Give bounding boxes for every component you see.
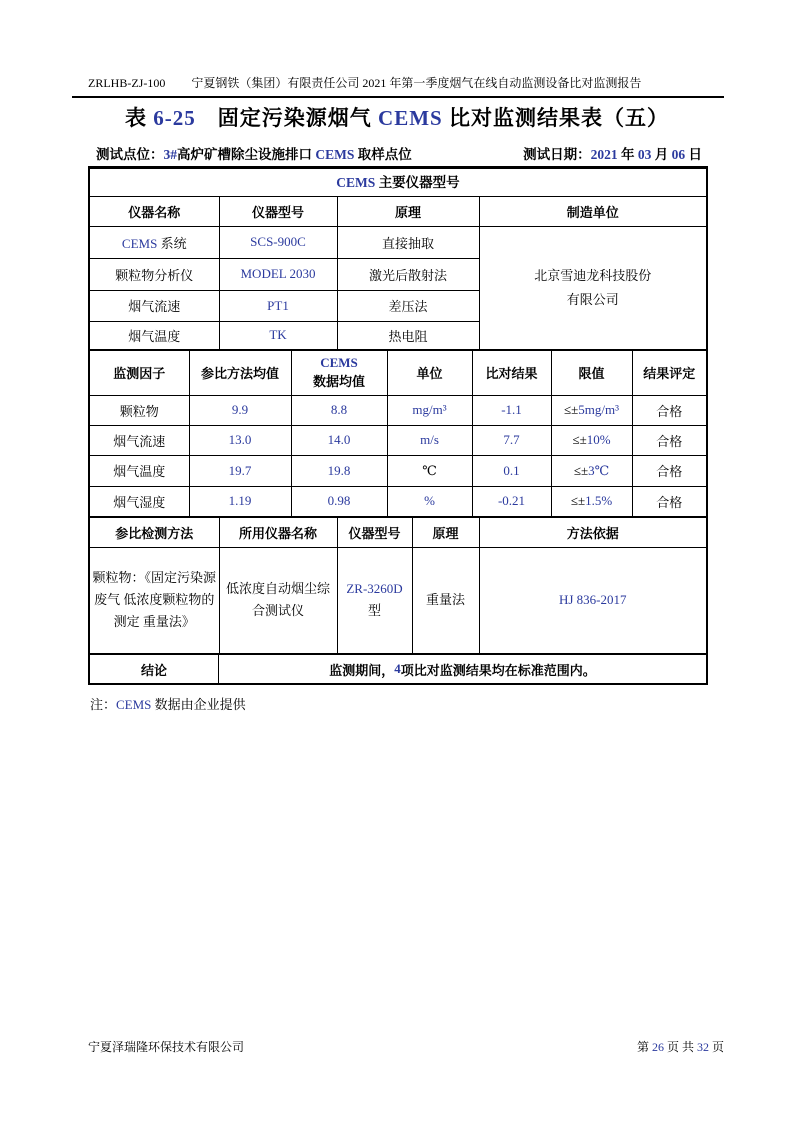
header-cell-principle: 原理 [337, 197, 479, 226]
principle-cell: 重量法 [412, 547, 479, 653]
comparison-row [90, 425, 706, 455]
header-cell-unit: 单位 [387, 350, 472, 395]
factor-cell: 颗粒物 [90, 395, 189, 425]
comparison-row [90, 455, 706, 486]
page-footer [88, 1038, 724, 1055]
conclusion-row [90, 653, 706, 683]
header-cell-reference-method: 参比检测方法 [115, 525, 194, 541]
limit-value: 3℃ [588, 462, 610, 478]
comparison-table [90, 349, 706, 516]
conclusion-part: 监测期间， [329, 662, 395, 678]
site-position [96, 143, 412, 163]
principle-cell: 激光后散射法 [337, 258, 479, 290]
test-date-sep: 日 [685, 147, 702, 162]
header-cems-line2: 数据均值 [312, 374, 365, 390]
header-cell-cems-average [291, 350, 387, 395]
test-date-month: 03 [637, 147, 652, 162]
doc-header-title: 宁夏钢铁（集团）有限责任公司 2021 年第一季度烟气在线自动监测设备比对监测报告 [191, 76, 642, 90]
instrument-model-cell: MODEL 2030 [219, 258, 337, 290]
instrument-row [90, 226, 706, 258]
conclusion-label: 结论 [90, 655, 219, 683]
footer-page-current: 26 [651, 1040, 664, 1054]
limit-cell [551, 395, 632, 425]
header-cell-manufacturer: 制造单位 [479, 197, 706, 226]
table-title-part: 比对监测结果表（五） [442, 106, 669, 130]
instrument-name-cn: 系统 [157, 235, 187, 251]
table-title-part: 表 [125, 106, 154, 130]
comparison-row [90, 486, 706, 516]
reference-method-cell: 颗粒物：《固定污染源废气 低浓度颗粒物的测定 重量法》 [90, 547, 219, 653]
model-cell [337, 547, 412, 653]
test-date-sep: 年 [617, 147, 638, 162]
site-position-row [88, 140, 708, 166]
limit-operator: ≤± [572, 432, 587, 447]
header-cell-factor: 监测因子 [113, 366, 166, 382]
principle-cell: 热电阻 [337, 321, 479, 349]
footer-page-part: 页 共 [663, 1040, 697, 1054]
factor-cell: 烟气温度 [90, 455, 189, 486]
header-cell-method-basis: 方法依据 [479, 517, 706, 547]
table-title-part: 固定污染源烟气 [195, 106, 379, 130]
reference-average-cell: 1.19 [189, 486, 291, 516]
header-cell-model: 仪器型号 [337, 517, 412, 547]
evaluation-cell: 合格 [632, 425, 706, 455]
method-header-row [90, 517, 706, 547]
comparison-header-row [90, 350, 706, 395]
method-row [90, 547, 706, 653]
result-cell: -1.1 [472, 395, 551, 425]
footer-page-total: 32 [696, 1040, 709, 1054]
cems-average-cell: 8.8 [291, 395, 387, 425]
method-basis-cell: HJ 836-2017 [479, 547, 706, 653]
principle-cell: 差压法 [337, 290, 479, 321]
principle-cell: 直接抽取 [337, 226, 479, 258]
main-table-box [88, 166, 708, 685]
conclusion-text [219, 655, 706, 683]
manufacturer-cell [479, 226, 706, 349]
limit-value: 10% [586, 432, 611, 447]
header-cell-limit: 限值 [551, 350, 632, 395]
instrument-name-cell: 烟气温度 [90, 321, 219, 349]
instrument-model-cell: SCS-900C [219, 226, 337, 258]
instrument-name-cell: 烟气流速 [90, 290, 219, 321]
page-header [72, 74, 724, 98]
conclusion-count: 4 [394, 661, 401, 676]
header-cell-reference-average: 参比方法均值 [189, 350, 291, 395]
reference-average-cell: 13.0 [189, 425, 291, 455]
cems-average-cell: 14.0 [291, 425, 387, 455]
site-position-cems: CEMS [315, 147, 355, 162]
evaluation-cell: 合格 [632, 486, 706, 516]
instrument-table [90, 197, 706, 349]
unit-cell: ℃ [387, 455, 472, 486]
site-position-number: 3# [163, 147, 177, 162]
comparison-row [90, 395, 706, 425]
instrument-name-cell [90, 226, 219, 258]
limit-cell [551, 425, 632, 455]
table-number: 6-25 [153, 106, 196, 130]
factor-cell: 烟气湿度 [90, 486, 189, 516]
limit-operator: ≤± [573, 462, 589, 478]
banner-label: 主要仪器型号 [375, 175, 460, 190]
note-line [88, 694, 708, 713]
header-cell-instrument-model: 仪器型号 [219, 197, 337, 226]
unit-cell: % [387, 486, 472, 516]
footer-page-part: 页 [708, 1040, 724, 1054]
cems-average-cell: 19.8 [291, 455, 387, 486]
manufacturer-line: 有限公司 [566, 291, 619, 307]
header-cell-instrument-name: 仪器名称 [128, 204, 181, 220]
note-text: 数据由企业提供 [151, 697, 246, 712]
footer-company: 宁夏泽瑞隆环保技术有限公司 [88, 1040, 245, 1054]
unit-cell: m/s [387, 425, 472, 455]
conclusion-part: 项比对监测结果均在标准范围内。 [400, 662, 596, 678]
model-suffix: 型 [367, 603, 381, 619]
header-cems-line1: CEMS [320, 355, 358, 371]
reference-average-cell: 9.9 [189, 395, 291, 425]
site-position-value: 高炉矿槽除尘设施排口 [177, 147, 316, 162]
limit-cell [551, 455, 632, 486]
banner-row [90, 169, 706, 197]
table-title [0, 102, 794, 132]
header-cell-result: 比对结果 [472, 350, 551, 395]
report-table [88, 140, 708, 713]
note-prefix: 注： [90, 697, 117, 712]
result-cell: 7.7 [472, 425, 551, 455]
instrument-header-row [90, 197, 706, 226]
used-instrument-cell: 低浓度自动烟尘综合测试仪 [219, 547, 337, 653]
test-date-day: 06 [671, 147, 686, 162]
test-date-sep: 月 [651, 147, 672, 162]
note-cems: CEMS [116, 697, 152, 712]
cems-average-cell: 0.98 [291, 486, 387, 516]
instrument-model-cell: TK [219, 321, 337, 349]
model-code: ZR-3260D [346, 581, 403, 597]
instrument-name-cell: 颗粒物分析仪 [90, 258, 219, 290]
site-position-label: 测试点位： [96, 147, 164, 162]
manufacturer-line: 北京雪迪龙科技股份 [534, 268, 652, 284]
limit-value: 1.5% [585, 493, 613, 509]
limit-value: 5mg/m³ [578, 402, 619, 417]
factor-cell: 烟气流速 [90, 425, 189, 455]
limit-operator: ≤± [570, 493, 586, 509]
header-cell-evaluation: 结果评定 [632, 350, 706, 395]
test-date-year: 2021 [590, 147, 618, 162]
test-date [523, 143, 702, 163]
limit-operator: ≤± [563, 402, 579, 417]
test-date-label: 测试日期： [523, 147, 591, 162]
site-position-suffix: 取样点位 [354, 147, 412, 162]
table-title-cems: CEMS [378, 106, 443, 130]
instrument-name-lat: CEMS [121, 235, 158, 251]
reference-average-cell: 19.7 [189, 455, 291, 486]
method-table [90, 516, 706, 653]
result-cell: -0.21 [472, 486, 551, 516]
doc-code: ZRLHB-ZJ-100 [88, 76, 166, 90]
unit-cell: mg/m³ [387, 395, 472, 425]
footer-page-number [637, 1038, 724, 1055]
limit-cell [551, 486, 632, 516]
banner-cems: CEMS [336, 175, 376, 190]
header-cell-used-instrument: 所用仪器名称 [219, 517, 337, 547]
instrument-model-cell: PT1 [219, 290, 337, 321]
result-cell: 0.1 [472, 455, 551, 486]
footer-page-part: 第 [636, 1040, 652, 1054]
evaluation-cell: 合格 [632, 395, 706, 425]
header-cell-principle: 原理 [412, 517, 479, 547]
evaluation-cell: 合格 [632, 455, 706, 486]
